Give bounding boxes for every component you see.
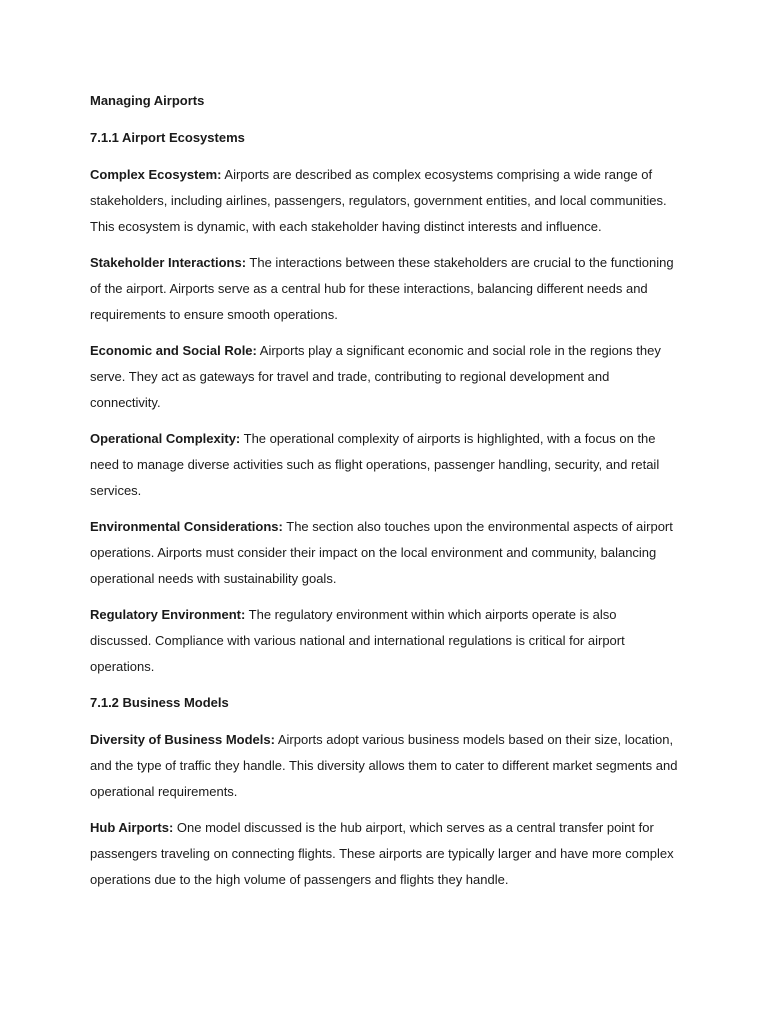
paragraph-term: Diversity of Business Models:	[90, 732, 275, 747]
paragraph-text: Airports adopt various business models based on their size, location, and the type of traffic they handle. This diversity allows them to cater to different market segments and operational requirements.	[90, 732, 678, 799]
paragraph-stakeholder-interactions	[90, 250, 680, 328]
paragraph-term: Environmental Considerations:	[90, 519, 283, 534]
section-airport-ecosystems	[90, 125, 680, 680]
paragraph-term: Economic and Social Role:	[90, 343, 257, 358]
paragraph-text: The interactions between these stakeholders are crucial to the functioning of the airport. Airports serve as a central hub for these interactions, balancing different needs and requirements to ensure smooth operations.	[90, 255, 674, 322]
paragraph-text: One model discussed is the hub airport, which serves as a central transfer point for passengers traveling on connecting flights. These airports are typically larger and have more complex operations due to the high volume of passengers and flights they handle.	[90, 820, 674, 887]
paragraph-diversity-business-models	[90, 727, 680, 805]
paragraph-operational-complexity	[90, 426, 680, 504]
paragraph-text: Airports play a significant economic and social role in the regions they serve. They act as gateways for travel and trade, contributing to regional development and connectivity.	[90, 343, 661, 410]
paragraph-economic-social-role	[90, 338, 680, 416]
section-business-models	[90, 690, 680, 893]
paragraph-term: Stakeholder Interactions:	[90, 255, 247, 270]
paragraph-text: The section also touches upon the environmental aspects of airport operations. Airports must consider their impact on the local environment and community, balancing operational needs with sustainability goals.	[90, 519, 673, 586]
paragraph-environmental-considerations	[90, 514, 680, 592]
paragraph-regulatory-environment	[90, 602, 680, 680]
paragraph-text: The regulatory environment within which airports operate is also discussed. Compliance with various national and international regulations is critical for airport operations.	[90, 607, 625, 674]
paragraph-term: Complex Ecosystem:	[90, 167, 222, 182]
paragraph-hub-airports	[90, 815, 680, 893]
paragraph-term: Operational Complexity:	[90, 431, 241, 446]
section-heading: 7.1.1 Airport Ecosystems	[90, 130, 245, 145]
section-heading: 7.1.2 Business Models	[90, 695, 229, 710]
paragraph-complex-ecosystem	[90, 162, 680, 240]
document-page	[90, 88, 680, 903]
paragraph-text: The operational complexity of airports is highlighted, with a focus on the need to manage diverse activities such as flight operations, passenger handling, security, and retail services.	[90, 431, 660, 498]
paragraph-term: Regulatory Environment:	[90, 607, 246, 622]
document-title: Managing Airports	[90, 93, 205, 108]
paragraph-text: Airports are described as complex ecosystems comprising a wide range of stakeholders, including airlines, passengers, regulators, government entities, and local communities. This ecosystem is dynamic, with each stakeholder having distinct interests and influence.	[90, 167, 667, 234]
paragraph-term: Hub Airports:	[90, 820, 174, 835]
